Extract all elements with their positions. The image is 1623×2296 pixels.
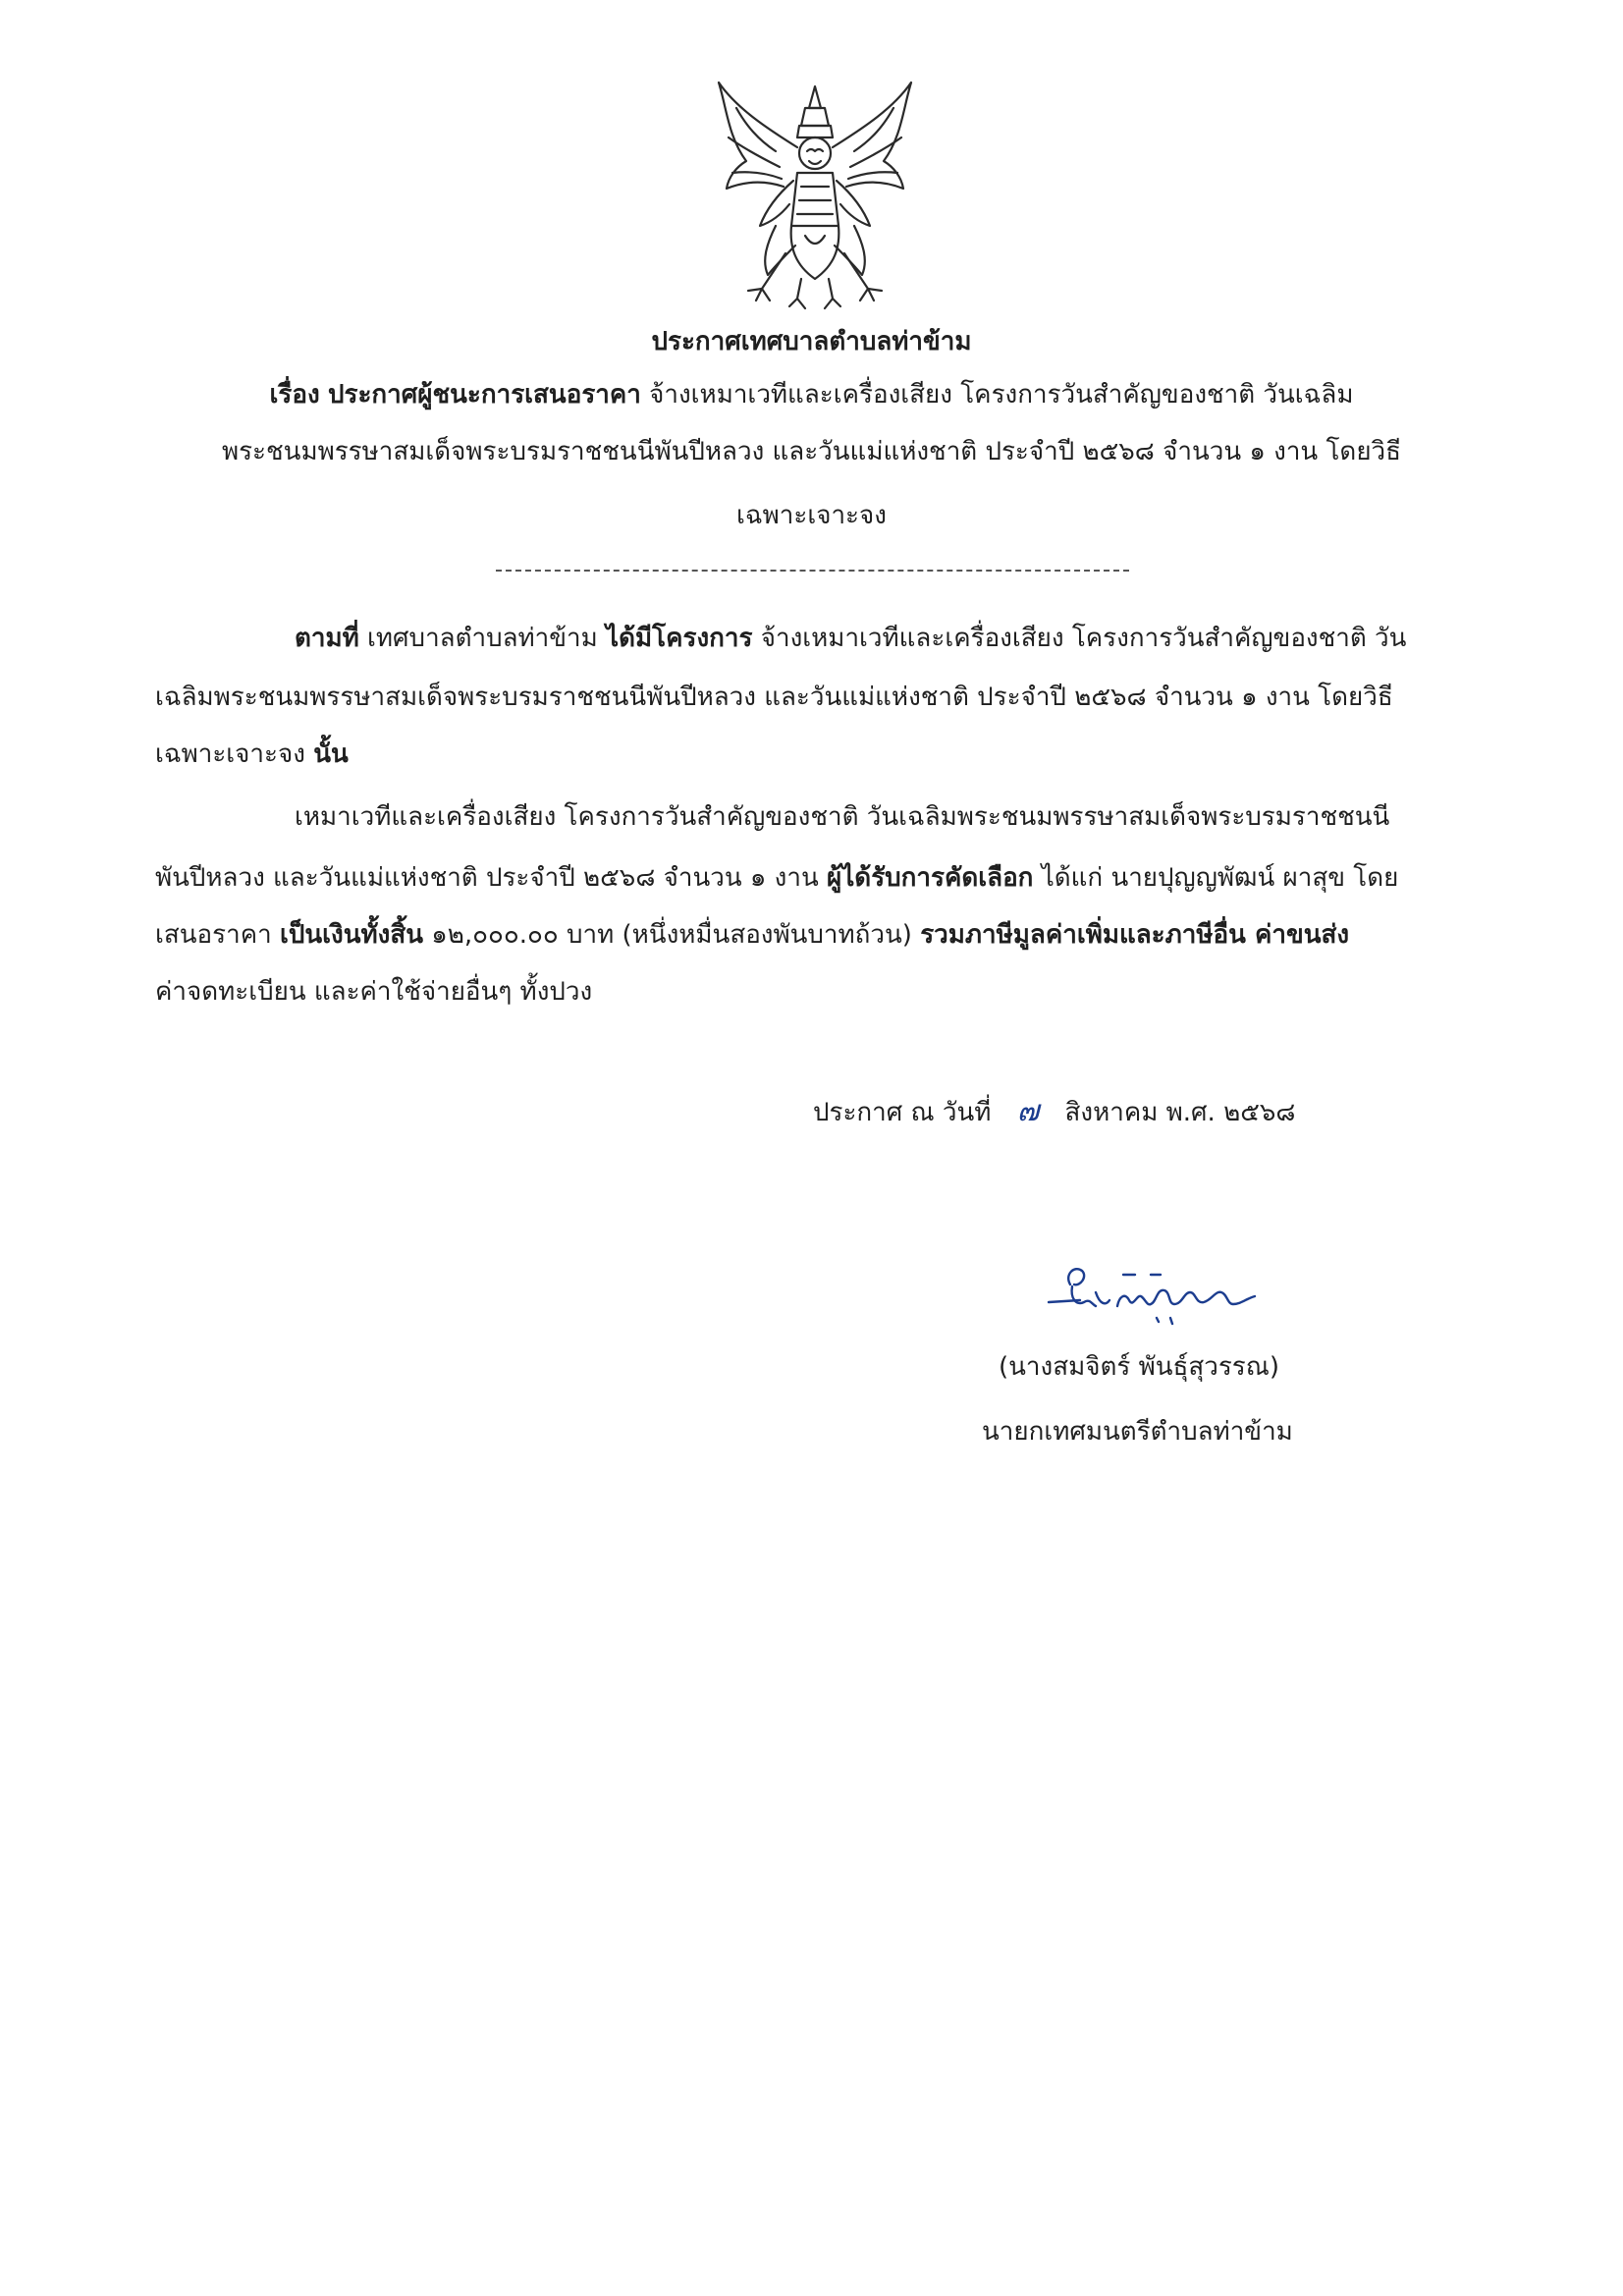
p2-namely: ได้แก่	[1041, 863, 1104, 893]
date-day-handwritten: ๗	[1016, 1094, 1040, 1128]
paragraph-2-line-1: เหมาเวทีและเครื่องเสียง โครงการวันสำคัญของชาติ วันเฉลิมพระชนมพรรษาสมเด็จพระบรมราชชนนี	[295, 802, 1390, 832]
p2-project-tail: พันปีหลวง และวันแม่แห่งชาติ ประจำปี ๒๕๖๘ จำนวน ๑ งาน	[155, 863, 819, 893]
p2-amount: ๑๒,๐๐๐.๐๐ บาท (หนึ่งหมื่นสองพันบาทถ้วน)	[431, 920, 912, 950]
p1-org: เทศบาลตำบลท่าข้าม	[367, 624, 598, 653]
date-prefix: ประกาศ ณ วันที่	[813, 1098, 992, 1127]
document-title: ประกาศเทศบาลตำบลท่าข้าม	[651, 327, 972, 356]
p2-selected-label: ผู้ได้รับการคัดเลือก	[827, 863, 1034, 893]
p2-inclusive: รวมภาษีมูลค่าเพิ่มและภาษีอื่น ค่าขนส่ง	[920, 920, 1350, 950]
subject-line-2: พระชนมพรรษาสมเด็จพระบรมราชชนนีพันปีหลวง และวันแม่แห่งชาติ ประจำปี ๒๕๖๘ จำนวน ๑ งาน โดยวิธี	[221, 437, 1402, 466]
subject-bold: ประกาศผู้ชนะการเสนอราคา	[327, 380, 641, 410]
p1-end: นั้น	[313, 739, 349, 769]
p1-project: จ้างเหมาเวทีและเครื่องเสียง โครงการวันสำคัญของชาติ วัน	[760, 624, 1407, 653]
paragraph-2-line-4: ค่าจดทะเบียน และค่าใช้จ่ายอื่นๆ ทั้งปวง	[155, 977, 593, 1007]
p2-winner-name: นายปุญญพัฒน์ ผาสุข	[1110, 863, 1345, 893]
p1-as-per: ตามที่	[295, 624, 359, 653]
handwritten-signature-icon	[1041, 1245, 1267, 1334]
subject-rest: จ้างเหมาเวทีและเครื่องเสียง โครงการวันสำคัญของชาติ วันเฉลิม	[649, 380, 1354, 410]
p2-by: โดย	[1353, 863, 1399, 893]
date-suffix: สิงหาคม พ.ศ. ๒๕๖๘	[1064, 1098, 1296, 1127]
paragraph-2-line-2	[155, 858, 1468, 898]
paragraph-1-line-3	[155, 735, 349, 774]
p1-method: เฉพาะเจาะจง	[155, 739, 305, 769]
subject-label: เรื่อง	[269, 380, 320, 410]
p2-total-label: เป็นเงินทั้งสิ้น	[279, 920, 423, 950]
p2-bid: เสนอราคา	[155, 920, 272, 950]
paragraph-1-line-1	[295, 619, 1468, 658]
subject-line-3: เฉพาะเจาะจง	[736, 501, 887, 530]
subject-line-1	[0, 375, 1623, 414]
garuda-emblem-icon	[707, 79, 923, 314]
p1-has-project: ได้มีโครงการ	[606, 624, 753, 653]
section-divider	[496, 570, 1129, 572]
paragraph-1-line-2: เฉลิมพระชนมพรรษาสมเด็จพระบรมราชชนนีพันปีหลวง และวันแม่แห่งชาติ ประจำปี ๒๕๖๘ จำนวน ๑ งาน โดยวิธี	[155, 683, 1393, 712]
signatory-name: (นางสมจิตร์ พันธุ์สุวรรณ)	[999, 1352, 1280, 1382]
signatory-position: นายกเทศมนตรีตำบลท่าข้าม	[982, 1417, 1293, 1447]
paragraph-2-line-3	[155, 915, 1468, 955]
announcement-date	[813, 1092, 1295, 1132]
